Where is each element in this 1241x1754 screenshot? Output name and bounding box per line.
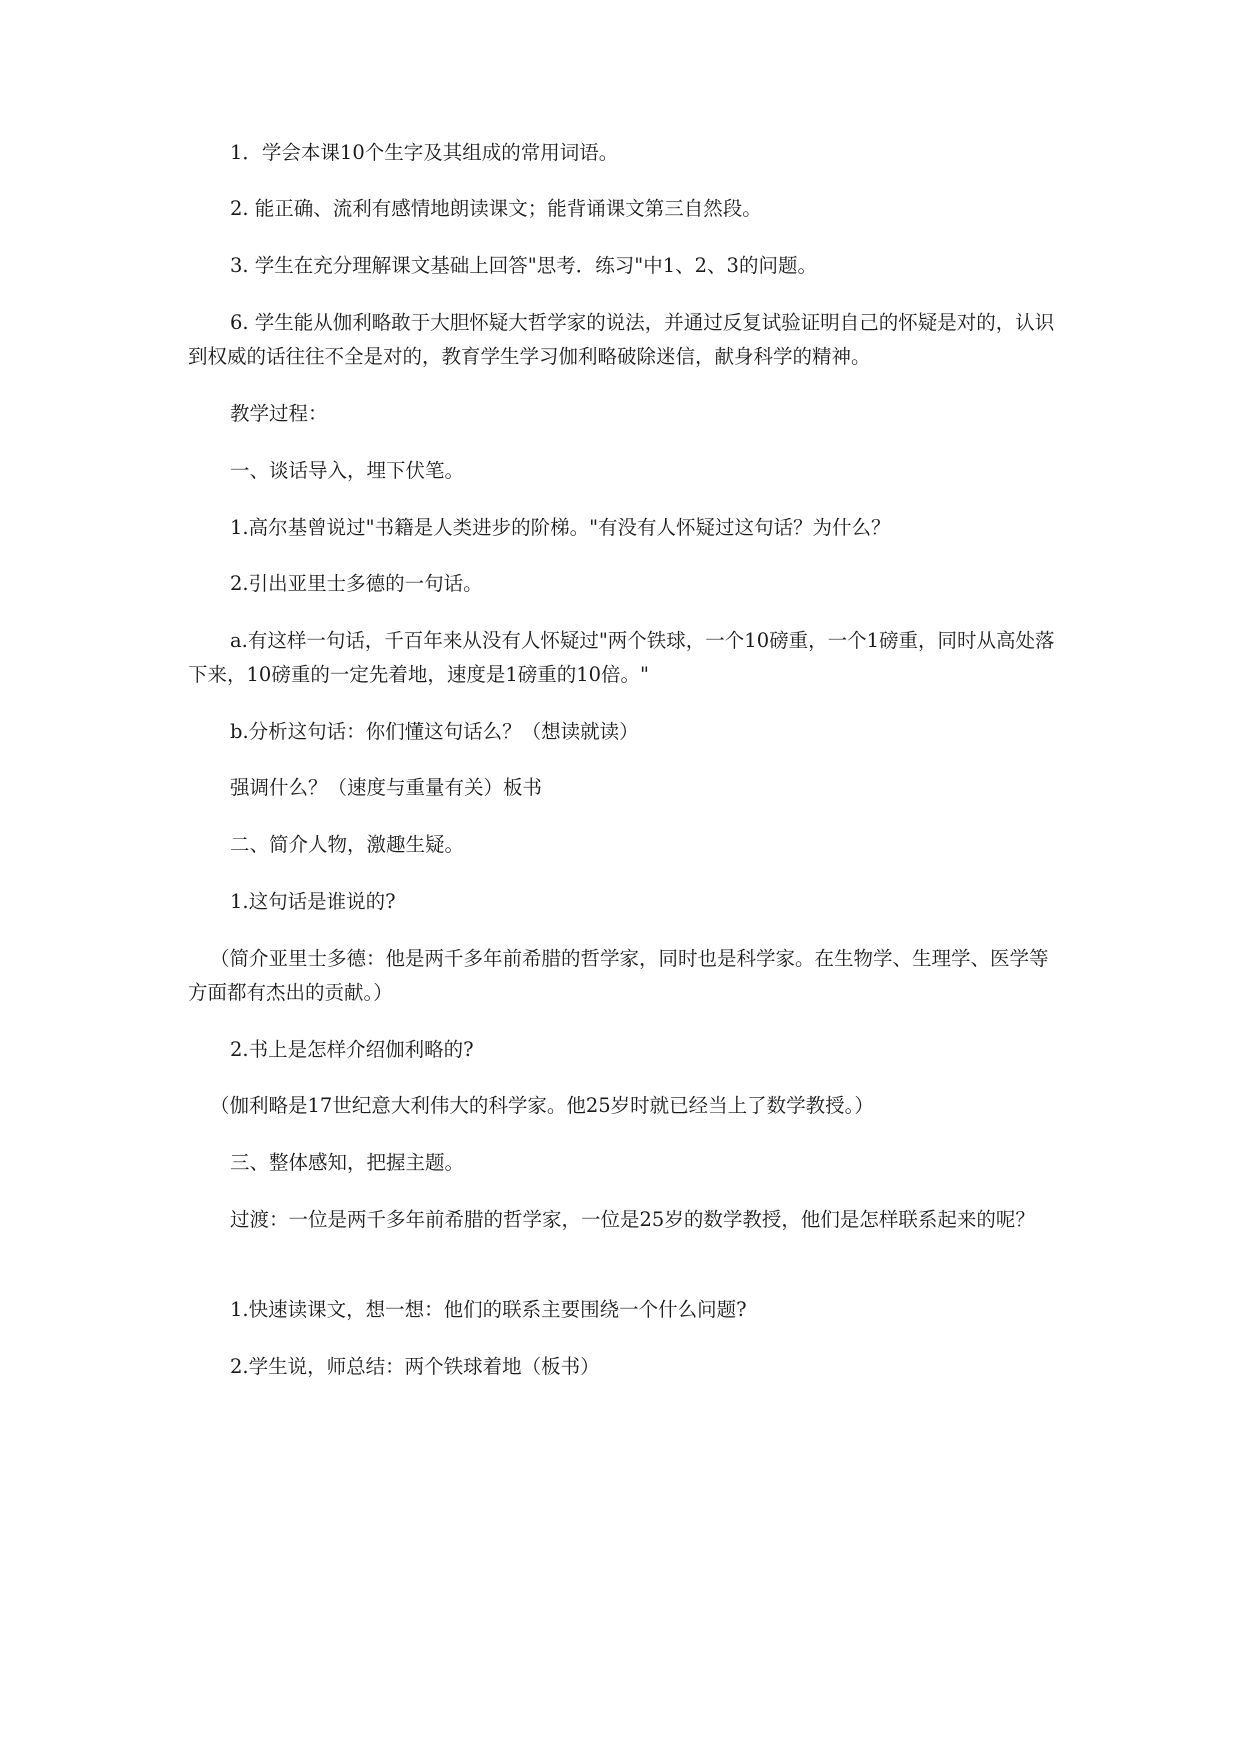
paragraph-two-iron-balls: a.有这样一句话，千百年来从没有人怀疑过"两个铁球，一个10磅重，一个1磅重，同时从高处落下来，10磅重的一定先着地，速度是1磅重的10倍。": [188, 629, 1055, 686]
paragraph-summary: 2.学生说，师总结：两个铁球着地（板书）: [230, 1355, 600, 1378]
paragraph-galileo-bio: （伽利略是17世纪意大利伟大的科学家。他25岁时就已经当上了数学教授。）: [210, 1094, 874, 1117]
objective-6: 6. 学生能从伽利略敢于大胆怀疑大哲学家的说法，并通过反复试验证明自己的怀疑是对的，认识到权威的话往往不全是对的，教育学生学习伽利略破除迷信，献身科学的精神。: [188, 311, 1055, 368]
objective-2: 2. 能正确、流利有感情地朗读课文；能背诵课文第三自然段。: [230, 197, 762, 220]
paragraph-emphasis: 强调什么？（速度与重量有关）板书: [230, 776, 543, 799]
section-heading-3: 三、整体感知，把握主题。: [230, 1151, 465, 1174]
paragraph-transition: 过渡：一位是两千多年前希腊的哲学家，一位是25岁的数学教授，他们是怎样联系起来的呢？: [230, 1208, 1035, 1231]
objective-3: 3. 学生在充分理解课文基础上回答"思考．练习"中1、2、3的问题。: [230, 254, 817, 277]
paragraph-gorky-quote: 1.高尔基曾说过"书籍是人类进步的阶梯。"有没有人怀疑过这句话？为什么？: [230, 516, 891, 539]
section-heading-2: 二、简介人物，激趣生疑。: [230, 833, 465, 856]
paragraph-quick-read: 1.快速读课文，想一想：他们的联系主要围绕一个什么问题?: [230, 1298, 747, 1321]
paragraph-who-said: 1.这句话是谁说的?: [230, 890, 396, 913]
section-heading-1: 一、谈话导入，埋下伏笔。: [230, 459, 465, 482]
paragraph-aristotle-bio: （简介亚里士多德：他是两千多年前希腊的哲学家，同时也是科学家。在生物学、生理学、医学等方面都有杰出的贡献。）: [188, 947, 1049, 1004]
paragraph-aristotle-intro: 2.引出亚里士多德的一句话。: [230, 572, 483, 595]
paragraph-analysis: b.分析这句话：你们懂这句话么？（想读就读）: [230, 720, 639, 743]
paragraph-galileo-question: 2.书上是怎样介绍伽利略的?: [230, 1038, 474, 1061]
section-heading-teaching-process: 教学过程：: [230, 402, 328, 425]
objective-1: 1．学会本课10个生字及其组成的常用词语。: [230, 141, 619, 164]
